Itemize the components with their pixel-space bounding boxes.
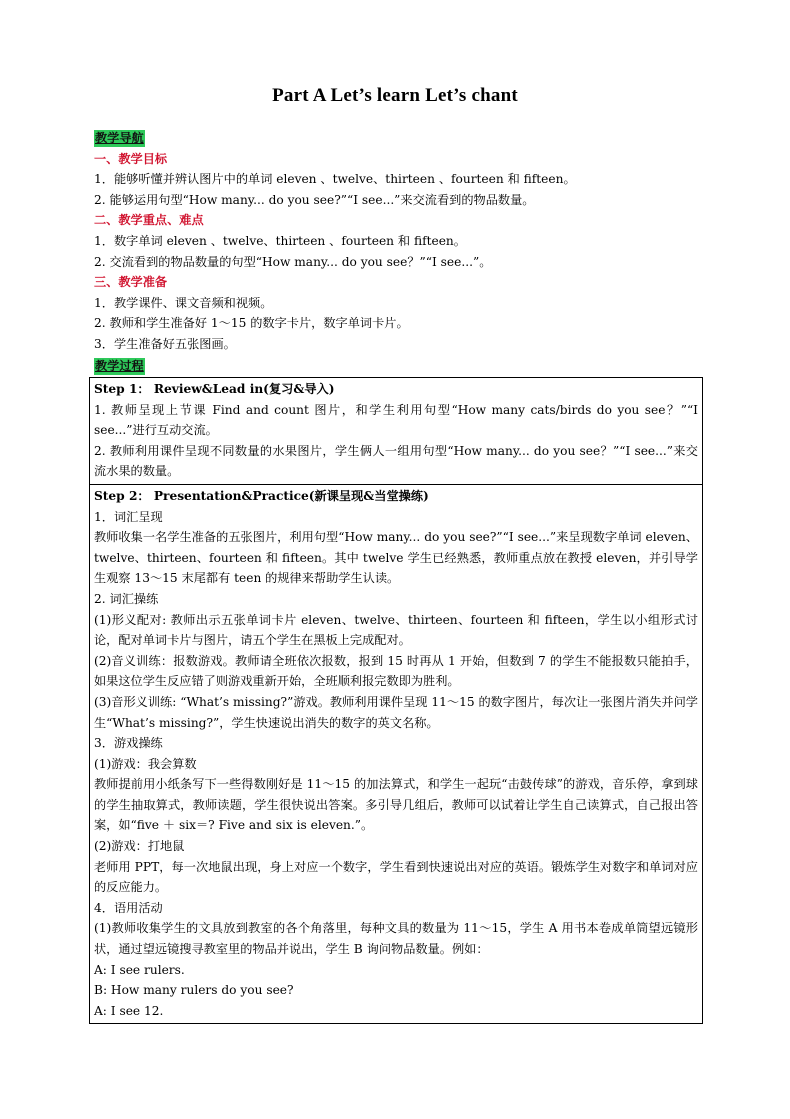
step2-paragraph: 教师收集一名学生准备的五张图片，利用句型“How many... do you see?”“I see...”来呈现数字单词 eleven、twelve、thirteen、fourteen 和 fifteen。其中 twelve 学生已经熟悉，教师重点放在教授 eleven，并引导学生观察 13～15 末尾都有 teen 的规律来帮助学生认读。: [94, 530, 698, 586]
teaching-guide: [94, 128, 704, 355]
step2-paragraph: (2)音义训练：报数游戏。教师请全班依次报数，报到 15 时再从 1 开始，但数到 7 的学生不能报数只能拍手，如果这位学生反应错了则游戏重新开始，全班顺利报完数即为胜利。: [94, 653, 698, 689]
step2-cell: [90, 484, 703, 1023]
step1-heading: Step 1： Review&Lead in(复习&导入): [94, 382, 335, 396]
step2-paragraph: 3．游戏操练: [94, 736, 163, 751]
step2-paragraph: 1．词汇呈现: [94, 509, 163, 524]
step2-paragraph: (1)教师收集学生的文具放到教室的各个角落里，每种文具的数量为 11～15，学生 A 用书本卷成单筒望远镜形状，通过望远镜搜寻教室里的物品并说出，学生 B 询问物品数量。例如：: [94, 921, 698, 957]
key-point-item: 1．数字单词 eleven 、twelve、thirteen 、fourteen 和 fifteen。: [94, 233, 466, 248]
preparation-item: 1．教学课件、课文音频和视频。: [94, 295, 273, 310]
preparation-item: 3．学生准备好五张图画。: [94, 336, 236, 351]
step2-paragraph: (3)音形义训练: “What’s missing?”游戏。教师利用课件呈现 11～15 的数字图片，每次让一张图片消失并问学生“What’s missing?”，学生快速说出消失的数字的英文名称。: [94, 694, 698, 730]
step2-paragraph: 教师提前用小纸条写下一些得数刚好是 11～15 的加法算式，和学生一起玩“击鼓传球”的游戏，音乐停，拿到球的学生抽取算式，教师读题，学生很快说出答案。多引导几组后，教师可以试着让学生自己读算式，自己报出答案，如“five ＋ six＝? Five and six is eleven.”。: [94, 777, 698, 833]
process-table: [89, 377, 703, 1024]
preparation-heading: 三、教学准备: [94, 275, 168, 290]
preparation-item: 2. 教师和学生准备好 1～15 的数字卡片，数字单词卡片。: [94, 316, 409, 331]
objectives-heading: 一、教学目标: [94, 151, 168, 166]
dialogue-line: B: How many rulers do you see?: [94, 983, 294, 998]
step2-paragraph: (1)游戏：我会算数: [94, 756, 197, 771]
step2-paragraph: (1)形义配对: 教师出示五张单词卡片 eleven、twelve、thirteen、fourteen 和 fifteen，学生以小组形式讨论，配对单词卡片与图片，请五个学生在黑板上完成配对。: [94, 612, 698, 648]
step2-row: [90, 484, 703, 1023]
step2-paragraph: (2)游戏：打地鼠: [94, 839, 185, 854]
step1-row: [90, 378, 703, 485]
step2-paragraph: 4．语用活动: [94, 900, 163, 915]
step1-cell: [90, 378, 703, 485]
step2-heading: Step 2： Presentation&Practice(新课呈现&当堂操练): [94, 488, 429, 503]
key-point-item: 2. 交流看到的物品数量的句型“How many... do you see？”“I see...”。: [94, 254, 492, 269]
key-points-heading: 二、教学重点、难点: [94, 213, 204, 228]
page-title: Part A Let’s learn Let’s chant: [272, 85, 518, 106]
objective-item: 2. 能够运用句型“How many... do you see?”“I see...”来交流看到的物品数量。: [94, 192, 535, 207]
step2-paragraph: 2. 词汇操练: [94, 591, 159, 606]
dialogue-line: A: I see rulers.: [94, 962, 185, 977]
dialogue-line: A: I see 12.: [94, 1003, 164, 1018]
step2-paragraph: 老师用 PPT，每一次地鼠出现，身上对应一个数字，学生看到快速说出对应的英语。锻炼学生对数字和单词对应的反应能力。: [94, 859, 698, 895]
guide-tag: 教学导航: [95, 131, 144, 145]
step1-paragraph: 2. 教师利用课件呈现不同数量的水果图片，学生俩人一组用句型“How many... do you see？”“I see...”来交流水果的数量。: [94, 443, 698, 479]
objective-item: 1．能够听懂并辨认图片中的单词 eleven 、twelve、thirteen 、fourteen 和 fifteen。: [94, 172, 576, 187]
step1-paragraph: 1. 教师呈现上节课 Find and count 图片，和学生利用句型“How many cats/birds do you see？”“I see...”进行互动交流。: [94, 402, 698, 438]
process-tag: 教学过程: [95, 359, 144, 373]
